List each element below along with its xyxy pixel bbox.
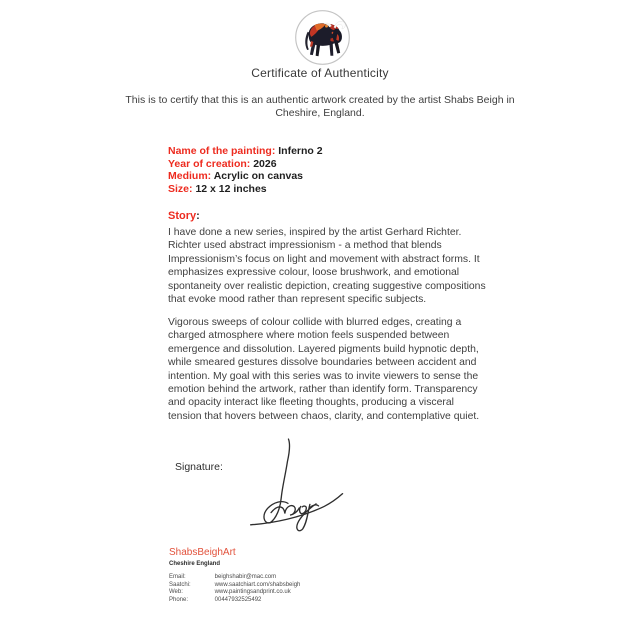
contact-list [169,574,300,604]
bull-logo [294,9,351,66]
story-paragraph-1: I have done a new series, inspired by the artist Gerhard Richter. Richter used abstract impressionism - a method that blends Impressionism’s focus on light and movement with abstract forms. It emphasizes expressive colour, loose brushwork, and emotional spontaneity over realistic depiction, creating suggestive compositions that evoke mood rather than represent specific subjects. [168,227,486,306]
contact-saatchi [169,582,300,590]
contact-web [169,589,300,597]
story-heading [168,210,200,222]
certificate-title: Certificate of Authenticity [251,66,389,80]
signature-icon [233,436,348,534]
field-year [168,158,323,171]
contact-value: beighshabir@mac.com [214,574,277,580]
contact-value: 00447932525492 [214,596,262,603]
field-value: Acrylic on canvas [213,170,303,183]
bull-logo-icon [294,9,351,66]
field-value: 12 x 12 inches [195,182,267,195]
contact-email [169,574,300,582]
contact-value: www.paintingsandprint.co.uk [214,589,291,596]
field-label: Year of creation: [168,157,251,170]
story-heading-text: Story [168,210,197,222]
field-label: Medium: [168,170,212,183]
signature-label: Signature: [175,461,223,473]
contact-phone [169,597,300,605]
story-paragraph-2: Vigorous sweeps of colour collide with blurred edges, creating a charged atmosphere where motion feels suspended between emergence and dissolution. Layered pigments build hypnotic depth, while smeared gestures dissolve boundaries between accident and intention. My goal with this series was to invite viewers to sense the emotion behind the artwork, rather than identify form. Transparency and opacity interact like fleeting thoughts, producing a visceral tension that hovers between chaos, clarity, and contemplative quiet. [168,317,480,422]
contact-label: Phone: [169,596,189,603]
field-value: Inferno 2 [278,145,323,157]
story-heading-colon: : [196,210,200,222]
field-label: Size: [168,182,193,195]
footer-brand: ShabsBeighArt [169,547,236,558]
contact-label: Saatchi: [169,581,191,588]
contact-label: Email: [169,574,186,580]
field-size [168,183,323,196]
artwork-details [168,145,323,195]
field-label: Name of the painting: [168,145,276,157]
certify-statement: This is to certify that this is an authentic artwork created by the artist Shabs Beigh in Cheshire, England. [125,94,515,119]
handwritten-signature [233,436,348,534]
field-medium [168,170,323,183]
field-value: 2026 [253,157,277,170]
footer-tagline: Cheshire England [169,561,221,567]
contact-label: Web: [169,589,183,596]
contact-value: www.saatchiart.com/shabsbeigh [214,581,301,588]
field-painting-name [168,145,323,158]
